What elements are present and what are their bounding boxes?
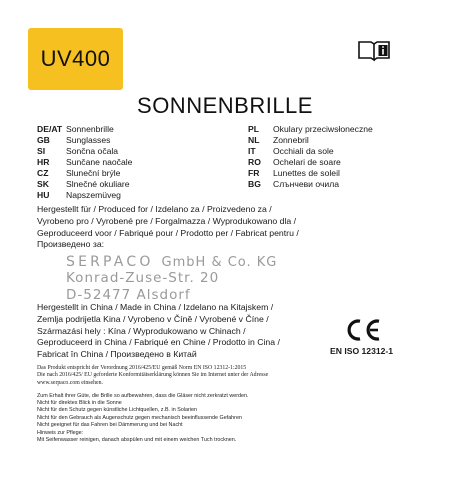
company-address bbox=[66, 254, 277, 304]
language-name: Ochelari de soare bbox=[273, 157, 341, 167]
language-name: Napszemüveg bbox=[66, 190, 121, 200]
text-line: Das Produkt entspricht der Verordnung 2016/425/EU gemäß Norm EN ISO 12312-1:2015 bbox=[37, 365, 247, 371]
company-city: D-52477 Alsdorf bbox=[66, 287, 191, 303]
company-name-line bbox=[66, 254, 277, 270]
language-name: Slnečné okuliare bbox=[66, 179, 130, 189]
uv400-badge-label: UV400 bbox=[40, 46, 111, 71]
language-code: BG bbox=[248, 179, 261, 189]
company-street: Konrad-Zuse-Str. 20 bbox=[66, 270, 220, 286]
language-code: HR bbox=[37, 157, 50, 167]
text-line: Zemlja podrijetla Kina / Vyrobeno v Číně / Vyrobené v Číne / bbox=[37, 313, 269, 324]
language-name: Sunčane naočale bbox=[66, 157, 133, 167]
text-line: Vyrobeno pro / Vyrobené pre / Forgalmazza / Wyprodukowano dla / bbox=[37, 215, 297, 226]
language-row bbox=[37, 168, 132, 179]
read-manual-icon bbox=[357, 40, 391, 62]
language-row bbox=[248, 168, 373, 179]
language-row bbox=[37, 124, 132, 135]
language-code: CZ bbox=[37, 168, 49, 178]
company-legal-form: GmbH & Co. KG bbox=[161, 255, 278, 270]
product-title: SONNENBRILLE bbox=[137, 93, 313, 118]
language-row bbox=[37, 157, 132, 168]
language-row bbox=[37, 146, 132, 157]
company-name: SERPACO bbox=[66, 254, 154, 270]
language-name: Okulary przeciwsłoneczne bbox=[273, 124, 373, 134]
text-line: Nicht für den Schutz gegen künstliche Lichtquellen, z.B. in Solarien bbox=[37, 407, 198, 414]
language-name: Lunettes de soleil bbox=[273, 168, 340, 178]
text-line: Произведено за: bbox=[37, 239, 105, 250]
language-code: FR bbox=[248, 168, 260, 178]
text-line: Mit Seifenwasser reinigen, danach abspülen und mit einem weichen Tuch trocknen. bbox=[37, 437, 237, 444]
language-code: NL bbox=[248, 135, 260, 145]
language-list-left bbox=[37, 124, 132, 201]
language-code: SK bbox=[37, 179, 49, 189]
language-code: GB bbox=[37, 135, 50, 145]
text-line: Nicht für direktes Blick in die Sonne bbox=[37, 400, 122, 407]
language-name: Sunglasses bbox=[66, 135, 111, 145]
language-name: Occhiali da sole bbox=[273, 146, 334, 156]
text-line: www.serpaco.com einsehen. bbox=[37, 379, 103, 386]
language-code: IT bbox=[248, 146, 256, 156]
language-list-right bbox=[248, 124, 373, 190]
ce-mark-icon bbox=[343, 318, 383, 342]
language-code: DE/AT bbox=[37, 124, 63, 134]
language-row bbox=[37, 135, 132, 146]
text-line: Hinweis zur Pflege: bbox=[37, 430, 84, 436]
text-line: Die nach 2016/425/ EU geforderte Konformitätserklärung können Sie im Internet unter der Adresse bbox=[37, 372, 269, 379]
language-name: Sluneční brýle bbox=[66, 168, 121, 178]
text-line: Geproduceerd in China / Fabriqué en Chine / Prodotto in Cina / bbox=[37, 337, 280, 348]
language-code: HU bbox=[37, 190, 50, 200]
uv400-badge bbox=[28, 28, 123, 90]
language-name: Sončna očala bbox=[66, 146, 119, 156]
text-line: Nicht geeignet für das Fahren bei Dämmerung und bei Nacht bbox=[37, 421, 183, 428]
language-name: Sonnenbrille bbox=[66, 124, 114, 134]
language-name: Слънчеви очила bbox=[273, 179, 340, 189]
text-line: Származási hely : Kína / Wyprodukowano w Chinach / bbox=[37, 325, 246, 336]
text-line: Nicht für den Gebrauch als Augenschutz gegen mechanisch beeinflussende Gefahren bbox=[37, 414, 242, 421]
text-line: Hergestellt in China / Made in China / Izdelano na Kitajskem / bbox=[37, 302, 274, 312]
language-code: PL bbox=[248, 124, 259, 134]
language-row bbox=[248, 146, 373, 157]
made-in-text bbox=[37, 302, 280, 361]
text-line: Hergestellt für / Produced for / Izdelano za / Proizvedeno za / bbox=[37, 204, 272, 214]
text-line: Geproduceerd voor / Fabriqué pour / Prodotto per / Fabricat pentru / bbox=[37, 227, 299, 238]
language-row bbox=[248, 179, 373, 190]
language-name: Zonnebril bbox=[273, 135, 309, 145]
language-code: RO bbox=[248, 157, 261, 167]
regulation-text bbox=[37, 365, 268, 387]
language-code: SI bbox=[37, 146, 46, 156]
produced-for-text bbox=[37, 204, 299, 251]
language-row bbox=[248, 135, 373, 146]
warnings-text bbox=[37, 393, 249, 429]
language-row bbox=[37, 179, 132, 190]
en-iso-standard: EN ISO 12312-1 bbox=[330, 346, 394, 356]
language-row bbox=[248, 157, 373, 168]
text-line: Fabricat în China / Произведено в Китай bbox=[37, 349, 197, 360]
text-line: Zum Erhalt ihrer Güte, die Brille so aufbewahren, dass die Gläser nicht zerkratzt werden. bbox=[37, 393, 249, 399]
care-text bbox=[37, 430, 236, 444]
language-row bbox=[248, 124, 373, 135]
language-row bbox=[37, 190, 132, 201]
